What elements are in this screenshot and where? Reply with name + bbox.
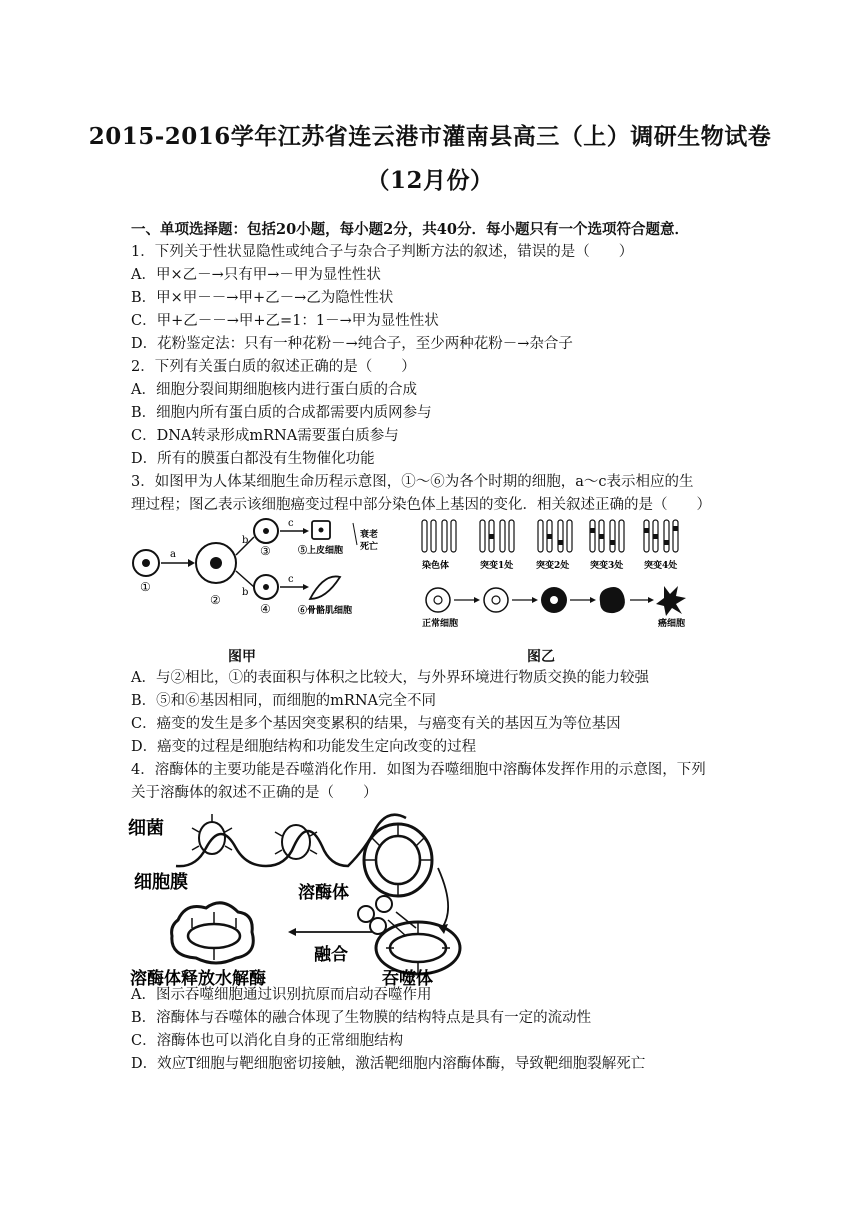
arrowhead-c-up <box>303 528 309 534</box>
question-3-option-d: D．癌变的过程是细胞结构和功能发生定向改变的过程 <box>131 739 477 755</box>
question-4-stem-line1: 4．溶酶体的主要功能是吞噬消化作用．如图为吞噬细胞中溶酶体发挥作用的示意图，下列 <box>131 762 706 778</box>
nucleus-2 <box>210 557 222 569</box>
question-4-stem-line2: 关于溶酶体的叙述不正确的是（ ） <box>131 785 378 801</box>
aging-bracket <box>353 523 357 545</box>
label-cancer-cell: 癌细胞 <box>658 619 686 629</box>
epithelial-nucleus <box>319 528 324 533</box>
question-1-option-d: D．花粉鉴定法：只有一种花粉－→纯合子，至少两种花粉－→杂合子 <box>131 336 573 352</box>
question-1-stem: 1．下列关于性状显隐性或纯合子与杂合子判断方法的叙述，错误的是（ ） <box>131 244 634 260</box>
section-heading: 一、单项选择题：包括20小题，每小题2分，共40分．每小题只有一个选项符合题意． <box>131 221 689 238</box>
label-n4: ④ <box>260 602 271 616</box>
label-normal-cell: 正常细胞 <box>422 619 459 629</box>
question-3-option-b: B．⑤和⑥基因相同，而细胞的mRNA完全不同 <box>131 693 436 709</box>
arrowhead-yi-2 <box>532 597 538 603</box>
exam-subtitle: （12月份） <box>366 167 494 194</box>
label-aging: 衰老 <box>360 530 379 540</box>
arrow-b-down <box>236 571 254 587</box>
release-structure <box>172 903 254 963</box>
label-n3: ③ <box>260 544 271 558</box>
phagosome-top <box>364 824 432 896</box>
label-c-down: c <box>288 574 294 585</box>
question-4-option-b: B．溶酶体与吞噬体的融合体现了生物膜的结构特点是具有一定的流动性 <box>131 1010 592 1026</box>
question-4-option-c: C．溶酶体也可以消化自身的正常细胞结构 <box>131 1033 404 1049</box>
question-3-stem-line1: 3．如图甲为人体某细胞生命历程示意图，①～⑥为各个时期的细胞，a～c表示相应的生 <box>131 474 694 490</box>
chromosome-group-m3 <box>590 520 624 552</box>
label-bacteria: 细菌 <box>128 818 164 839</box>
chromosome-group-m2 <box>538 520 572 552</box>
cell-stage-3 <box>600 587 625 613</box>
chromosome-group-m1 <box>480 520 514 552</box>
label-phagosome: 吞噬体 <box>382 969 433 988</box>
label-mutation-3: 突变3处 <box>590 561 624 571</box>
question-3-option-c: C．癌变的发生是多个基因突变累积的结果，与癌变有关的基因互为等位基因 <box>131 716 621 732</box>
arrowhead-c-down <box>303 584 309 590</box>
label-b-down: b <box>242 587 249 598</box>
label-n1: ① <box>140 580 151 594</box>
label-fusion: 融合 <box>314 945 348 965</box>
normal-cell <box>426 588 450 612</box>
figure-yi-caption: 图乙 <box>527 649 555 665</box>
label-mutation-1: 突变1处 <box>480 561 514 571</box>
label-mutation-2: 突变2处 <box>536 561 570 571</box>
arrow-to-phagosome <box>438 868 448 928</box>
label-death: 死亡 <box>360 542 379 552</box>
figure-jia-caption: 图甲 <box>228 649 256 665</box>
question-1-option-b: B．甲×甲－－→甲+乙－→乙为隐性性状 <box>131 290 394 306</box>
label-b-up: b <box>242 535 249 546</box>
question-2-option-b: B．细胞内所有蛋白质的合成都需要内质网参与 <box>131 405 432 421</box>
question-1-option-c: C．甲+乙－－→甲+乙=1：1－→甲为显性性状 <box>131 313 439 329</box>
figure-jia <box>128 515 388 625</box>
label-chromosome: 染色体 <box>422 561 450 571</box>
figure-yi <box>412 516 702 636</box>
nucleus-3 <box>263 528 269 534</box>
question-3-stem-line2: 理过程；图乙表示该细胞癌变过程中部分染色体上基因的变化．相关叙述正确的是（ ） <box>131 497 711 513</box>
label-n5: ⑤上皮细胞 <box>298 546 344 556</box>
exam-title: 2015-2016学年江苏省连云港市灌南县高三（上）调研生物试卷 <box>88 123 772 150</box>
phagosome-bottom <box>376 922 460 974</box>
question-3-option-a: A．与②相比，①的表面积与体积之比较大，与外界环境进行物质交换的能力较强 <box>131 670 649 686</box>
arrowhead-fusion <box>288 928 296 936</box>
chromosome-group-m4 <box>644 520 678 552</box>
question-2-stem: 2．下列有关蛋白质的叙述正确的是（ ） <box>131 359 416 375</box>
label-release-enzyme: 溶酶体释放水解酶 <box>130 969 266 988</box>
question-1-option-a: A．甲×乙－→只有甲→－甲为显性性状 <box>131 267 381 283</box>
cell-stage-1 <box>484 588 508 612</box>
label-lysosome: 溶酶体 <box>298 883 349 903</box>
figure-lysosome <box>126 808 481 988</box>
muscle-cell <box>310 576 340 599</box>
question-4-option-a: A．图示吞噬细胞通过识别抗原而启动吞噬作用 <box>131 987 432 1003</box>
bacterium-1 <box>192 814 232 854</box>
label-c-up: c <box>288 518 294 529</box>
arrowhead-yi-1 <box>474 597 480 603</box>
chromosome-group-normal <box>422 520 456 552</box>
nucleus-1 <box>142 559 150 567</box>
label-a: a <box>170 549 176 560</box>
arrowhead-a <box>188 559 195 567</box>
cell-stage-2-nucleus <box>550 596 558 604</box>
label-n2: ② <box>210 593 221 607</box>
question-2-option-a: A．细胞分裂间期细胞核内进行蛋白质的合成 <box>131 382 417 398</box>
cell-stage-1-nucleus <box>492 596 500 604</box>
question-4-option-d: D．效应T细胞与靶细胞密切接触，激活靶细胞内溶酶体酶，导致靶细胞裂解死亡 <box>131 1056 646 1072</box>
arrowhead-yi-4 <box>648 597 654 603</box>
question-2-option-d: D．所有的膜蛋白都没有生物催化功能 <box>131 451 375 467</box>
cancer-cell <box>656 586 686 616</box>
label-mutation-4: 突变4处 <box>644 561 678 571</box>
label-n6: ⑥骨骼肌细胞 <box>298 606 353 616</box>
question-2-option-c: C．DNA转录形成mRNA需要蛋白质参与 <box>131 428 399 444</box>
label-cell-membrane: 细胞膜 <box>134 872 188 893</box>
arrowhead-yi-3 <box>590 597 596 603</box>
nucleus-4 <box>263 584 269 590</box>
normal-cell-nucleus <box>434 596 442 604</box>
